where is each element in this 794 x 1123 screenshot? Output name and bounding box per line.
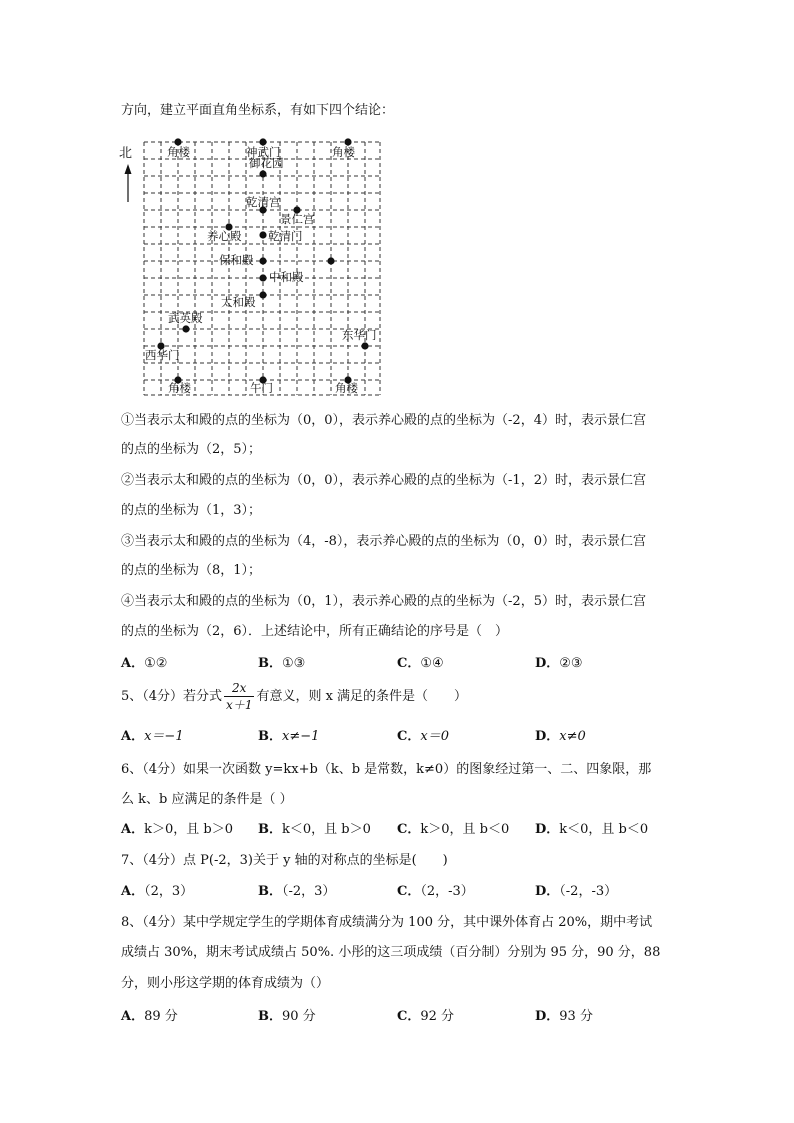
label-xihuamen: 西华门 [145, 348, 180, 362]
q8-option-b[interactable]: B．90 分 [258, 1009, 316, 1024]
label-jiaolou-tl: 角楼 [167, 145, 190, 159]
q5-fraction: $\frac{2x}{x+1}$ [226, 681, 253, 712]
q6-option-c[interactable]: C．k＞0，且 b＜0 [397, 822, 510, 837]
conclusion-2-line-2: 的点的坐标为（1，3）； [121, 503, 262, 518]
q8-stem-line-3: 分，则小彤这学期的体育成绩为（） [121, 976, 330, 991]
forbidden-city-grid-map [118, 134, 384, 398]
point-qianqingmen [259, 231, 266, 238]
intro-text: 方向，建立平面直角坐标系，有如下四个结论： [121, 103, 395, 118]
q5-option-d[interactable]: D．x≠0 [535, 729, 586, 744]
q8-option-c[interactable]: C．92 分 [397, 1009, 455, 1024]
label-jingrengong: 景仁宫 [280, 212, 315, 226]
q5-option-c[interactable]: C．x＝0 [397, 729, 449, 744]
q6-option-d[interactable]: D．k＜0，且 b＜0 [535, 822, 649, 837]
point-wuyingdian [182, 325, 189, 332]
label-yangxindian: 养心殿 [207, 229, 242, 243]
label-qianqingmen: 乾清门 [268, 229, 303, 243]
conclusion-1-line-2: 的点的坐标为（2，5）； [121, 442, 262, 457]
map-labels [145, 145, 377, 395]
north-arrow [119, 146, 132, 202]
label-yuhuayuan: 御花园 [249, 156, 284, 170]
label-jiaolou-br: 角楼 [335, 381, 358, 395]
point-yuhuayuan [259, 170, 266, 177]
q5-stem: 5、（4分）若分式 $\frac{2x}{x+1}$ 有意义，则 x 满足的条件是（ ） [121, 681, 468, 712]
point-baohedian [259, 257, 266, 264]
label-jiaolou-tr: 角楼 [332, 145, 355, 159]
label-qianqinggong: 乾清宫 [246, 195, 281, 209]
label-taihedian: 太和殿 [221, 295, 256, 309]
q5-option-b[interactable]: B．x≠−1 [258, 729, 320, 744]
q8-stem-line-2: 成绩占 30%，期末考试成绩占 50%. 小彤的这三项成绩（百分制）分别为 95 分，90 分，88 [121, 945, 661, 960]
point-zhonghedian [259, 274, 266, 281]
q7-option-b[interactable]: B．（-2，3） [258, 884, 336, 899]
q5-option-a[interactable]: A．x＝−1 [121, 729, 184, 744]
q6-option-b[interactable]: B．k＜0，且 b＞0 [258, 822, 371, 837]
q4-option-a[interactable]: A．①② [121, 656, 168, 671]
q7-stem: 7、（4分）点 P(-2，3)关于 y 轴的对称点的坐标是( ) [121, 853, 448, 868]
conclusion-4-line-1: ④当表示太和殿的点的坐标为（0，1），表示养心殿的点的坐标为（-2，5）时，表示景仁宫 [121, 594, 646, 609]
label-baohedian: 保和殿 [219, 253, 254, 267]
q8-stem-line-1: 8、（4分）某中学规定学生的学期体育成绩满分为 100 分，其中课外体育占 20%，期中考试 [121, 915, 653, 930]
label-jiaolou-bl: 角楼 [168, 381, 191, 395]
q8-option-d[interactable]: D．93 分 [535, 1009, 593, 1024]
label-donghuamen: 东华门 [342, 328, 377, 342]
q6-stem-line-2: 么 k、b 应满足的条件是（ ） [121, 792, 293, 807]
q4-option-d[interactable]: D．②③ [535, 656, 583, 671]
q4-option-c[interactable]: C．①④ [397, 656, 444, 671]
point-donghuamen [361, 342, 368, 349]
conclusion-4-line-2: 的点的坐标为（2，6）．上述结论中，所有正确结论的序号是（ ） [121, 624, 509, 639]
q8-option-a[interactable]: A．89 分 [121, 1009, 178, 1024]
label-wumen: 午门 [250, 381, 273, 395]
point-taihedian [259, 291, 266, 298]
label-shenwumen: 神武门 [246, 145, 281, 159]
label-zhonghedian: 中和殿 [269, 270, 304, 284]
q7-option-a[interactable]: A．（2，3） [121, 884, 194, 899]
north-label: 北 [119, 146, 133, 161]
label-wuyingdian: 武英殿 [168, 311, 203, 325]
q4-option-b[interactable]: B．①③ [258, 656, 306, 671]
q7-option-c[interactable]: C．（2，-3） [397, 884, 474, 899]
conclusion-3-line-2: 的点的坐标为（8，1）； [121, 563, 262, 578]
q6-stem-line-1: 6、（4分）如果一次函数 y=kx+b（k、b 是常数，k≠0）的图象经过第一、二、四象限，那 [121, 762, 652, 777]
conclusion-2-line-1: ②当表示太和殿的点的坐标为（0，0），表示养心殿的点的坐标为（-1，2）时，表示景仁宫 [121, 473, 646, 488]
q6-option-a[interactable]: A．k＞0，且 b＞0 [121, 822, 233, 837]
point-east [327, 257, 334, 264]
conclusion-3-line-1: ③当表示太和殿的点的坐标为（4，-8），表示养心殿的点的坐标为（0，0）时，表示景仁宫 [121, 534, 646, 549]
conclusion-1-line-1: ①当表示太和殿的点的坐标为（0，0），表示养心殿的点的坐标为（-2，4）时，表示景仁宫 [121, 413, 646, 428]
q7-option-d[interactable]: D．（-2，-3） [535, 884, 618, 899]
